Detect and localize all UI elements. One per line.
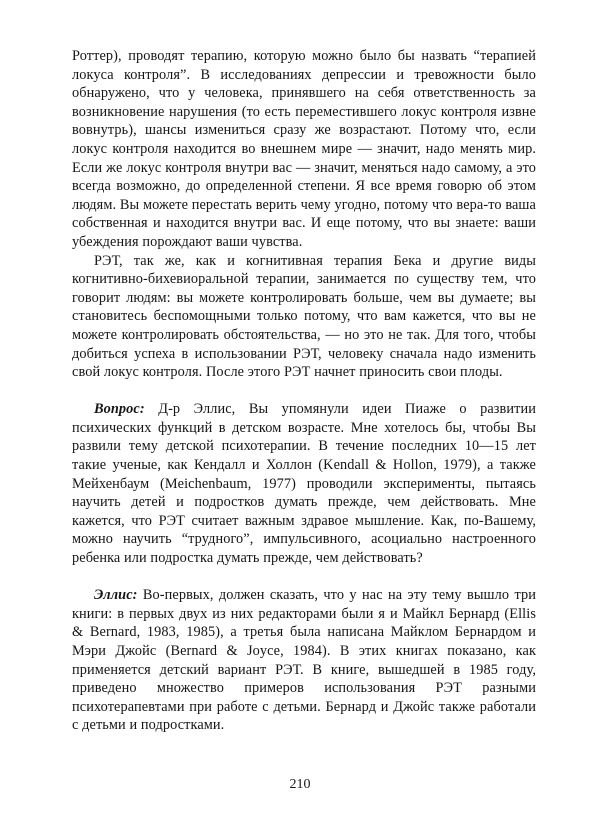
question-speaker-label: Вопрос: (94, 401, 145, 418)
paragraph-answer (72, 586, 536, 735)
paragraph-locus-of-control: Роттер), проводят терапию, которую можно было бы назвать “терапией локуса контроля”. В исследованиях депрессии и тревожности было обнаружено, что у человека, принявшего на себя ответственность за возникновение нарушения (то есть переместившего локус контроля извне вовнутрь), шансы измениться сразу же возрастают. Потому что, если локус контроля находится во внешнем мире — значит, надо менять мир. Если же локус контроля внутри вас — значит, меняться надо самому, а это всегда возможно, до определенной степени. Я все время говорю об этом людям. Вы можете перестать верить чему угодно, потому что вера-то ваша собственная и находится внутри вас. И еще потому, что вы знаете: ваши убеждения порождают ваши чувства. (72, 48, 536, 250)
answer-text: Во-первых, должен сказать, что у нас на эту тему вышло три книги: в первых двух из них редакторами были я и Майкл Бернард (Ellis & Bernard, 1983, 1985), а третья была написана Майклом Бернардом и Мэри Джойс (Bernard & Joyce, 1984). В этих книгах показано, как применяется детский вариант РЭТ. В книге, вышедшей в 1985 году, приведено множество примеров использования РЭТ разными психотерапевтами при работе с детьми. Бернард и Джойс также работали с детьми и подростками. (72, 587, 536, 734)
page-number: 210 (289, 777, 311, 792)
paragraph-question (72, 400, 536, 567)
question-text: Д-р Эллис, Вы упомянули идеи Пиаже о развитии психических функций в детском возрасте. Мне хотелось бы, чтобы Вы развили тему детской психотерапии. В течение последних 10—15 лет такие ученые, как Кендалл и Холлон (Kendall & Hollon, 1979), а также Мейхенбаум (Meichenbaum, 1977) проводили эксперименты, пытаясь научить детей и подростков думать прежде, чем действовать. Мне кажется, что РЭТ считает важным здравое мышление. Как, по-Вашему, можно научить “трудного”, импульсивного, асоциально настроенного ребенка или подростка думать прежде, чем действовать? (72, 401, 536, 567)
page-text (72, 47, 536, 735)
paragraph-ret-cognitive-therapy: РЭТ, так же, как и когнитивная терапия Бека и другие виды когнитивно-бихевиоральной терапии, занимается по существу тем, что говорит людям: вы можете контролировать больше, чем вы думаете; вы становитесь беспомощными только потому, что вам кажется, что вы не можете контролировать обстоятельства, — но это не так. Для того, чтобы добиться успеха в использовании РЭТ, человеку сначала надо изменить свой локус контроля. После этого РЭТ начнет приносить свои плоды. (72, 252, 536, 381)
answer-speaker-label: Эллис: (94, 587, 138, 604)
